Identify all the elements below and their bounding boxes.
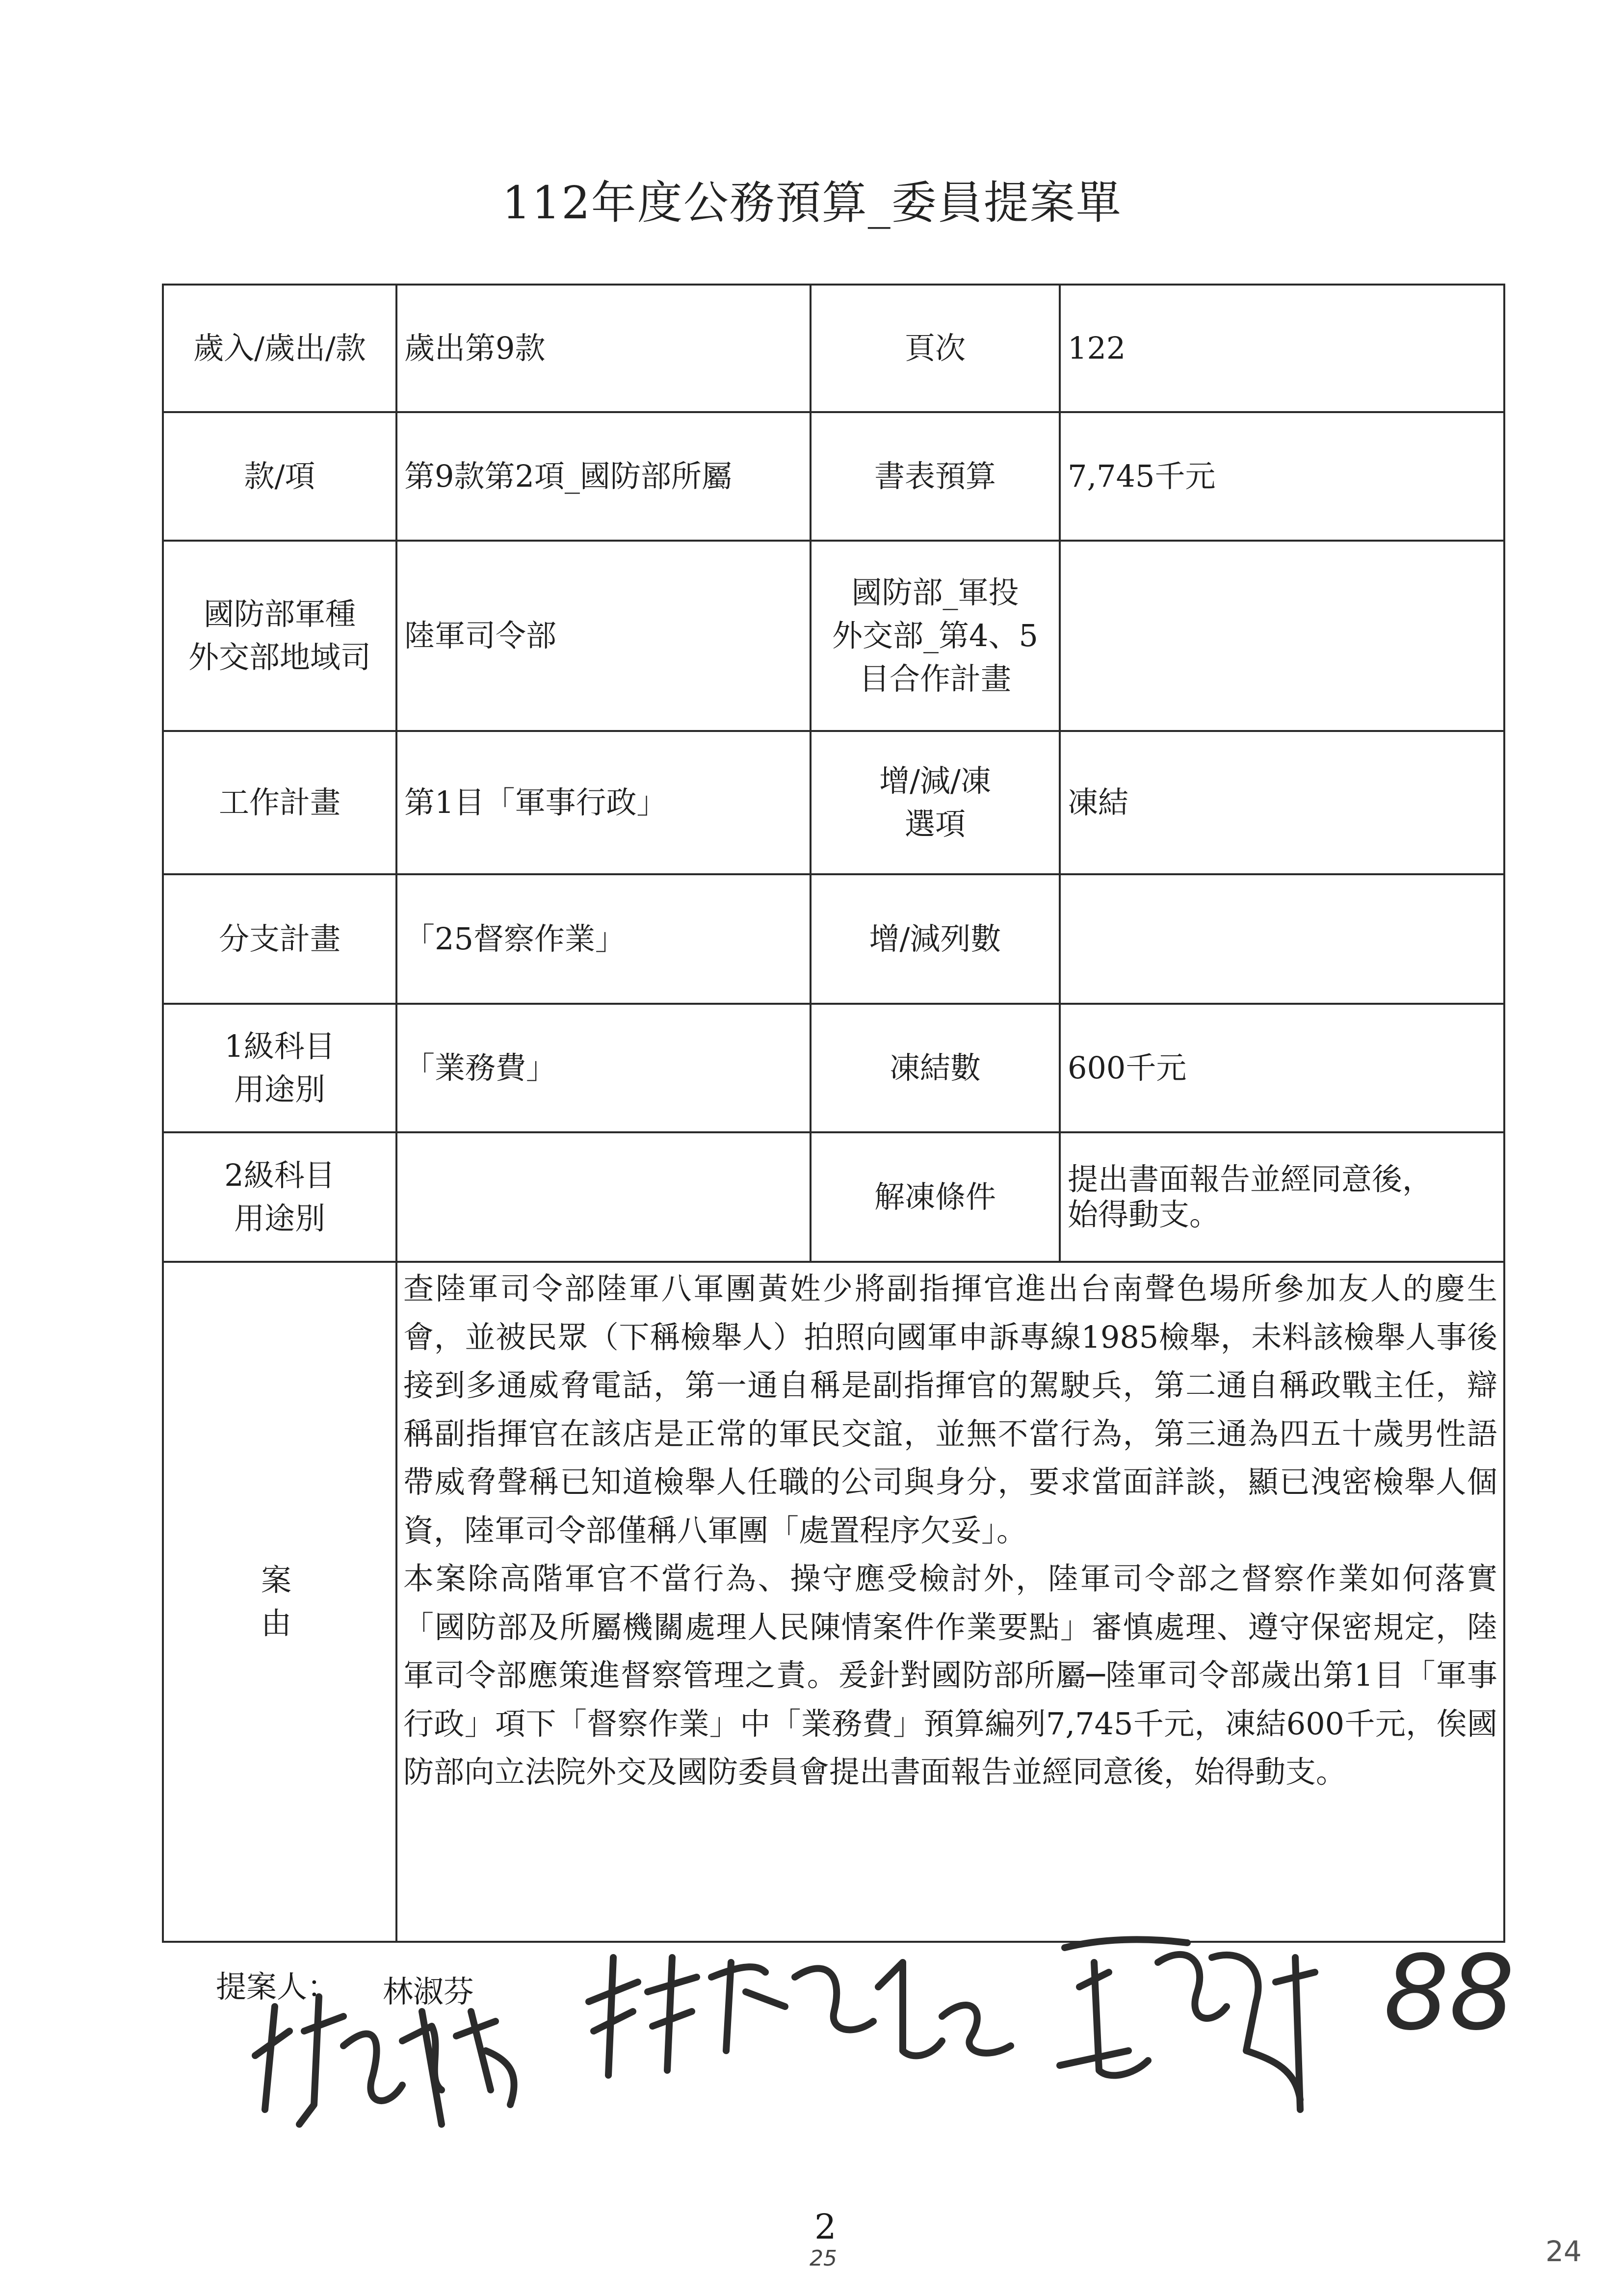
label-branch-plan: 分支計畫 xyxy=(163,874,396,1004)
label-work-plan: 工作計畫 xyxy=(163,731,396,874)
label-case-reason: 案由 xyxy=(163,1262,396,1942)
case-paragraph-1: 查陸軍司令部陸軍八軍團黃姓少將副指揮官進出台南聲色場所參加友人的慶生會，並被民眾（下稱檢舉人）拍照向國軍申訴專線1985檢舉，未料該檢舉人事後接到多通威脅電話，第一通自稱是副指揮官的駕駛兵，第二通自稱政戰主任，辯稱副指揮官在該店是正常的軍民交誼，並無不當行為，第三通為四五十歲男性語帶威脅聲稱已知道檢舉人任職的公司與身分，要求當面詳談，顯已洩密檢舉人個資，陸軍司令部僅稱八軍團「處置程序欠妥」。 xyxy=(403,1271,1497,1548)
page-title: 112年度公務預算_委員提案單 xyxy=(502,177,1122,229)
label-level2-subject: 2級科目 用途別 xyxy=(163,1132,396,1262)
value-frozen-amount: 600千元 xyxy=(1060,1004,1504,1132)
value-section-item: 第9款第2項_國防部所屬 xyxy=(396,412,811,541)
value-revenue-expense: 歲出第9款 xyxy=(396,285,811,412)
label-book-budget: 書表預算 xyxy=(811,412,1060,541)
value-action-option: 凍結 xyxy=(1060,731,1504,874)
label-unfreeze-condition: 解凍條件 xyxy=(811,1132,1060,1262)
label-change-amount: 增/減列數 xyxy=(811,874,1060,1004)
handwritten-number-24: 24 xyxy=(1545,2235,1582,2268)
value-level1-subject: 「業務費」 xyxy=(396,1004,811,1132)
page-number: 2 xyxy=(814,2207,837,2247)
value-book-budget: 7,745千元 xyxy=(1060,412,1504,541)
value-service-department: 陸軍司令部 xyxy=(396,541,811,731)
value-page-no: 122 xyxy=(1060,285,1504,412)
label-level1-subject: 1級科目 用途別 xyxy=(163,1004,396,1132)
proposer-name: 林淑芬 xyxy=(383,1974,474,2009)
label-revenue-expense: 歲入/歲出/款 xyxy=(163,285,396,412)
signature-lin-shu-fen xyxy=(255,1997,514,2124)
value-branch-plan: 「25督察作業」 xyxy=(396,874,811,1004)
label-frozen-amount: 凍結數 xyxy=(811,1004,1060,1132)
proposer-label: 提案人： xyxy=(216,1969,338,2005)
label-service-department: 國防部軍種 外交部地域司 xyxy=(163,541,396,731)
label-section-item: 款/項 xyxy=(163,412,396,541)
label-action-option: 增/減/凍 選項 xyxy=(811,731,1060,874)
value-unfreeze-condition: 提出書面報告並經同意後， 始得動支。 xyxy=(1060,1132,1504,1262)
signature-wang-wan-yu xyxy=(1060,1939,1315,2110)
value-work-plan: 第1目「軍事行政」 xyxy=(396,731,811,874)
handwritten-number-25: 25 xyxy=(810,2246,837,2271)
handwritten-number-88: 88 xyxy=(1384,1933,1515,2053)
signature-lin-chang-tso xyxy=(589,1957,1011,2075)
label-cooperation-plan: 國防部_軍投 外交部_第4、5 目合作計畫 xyxy=(811,541,1060,731)
label-page-no: 頁次 xyxy=(811,285,1060,412)
case-paragraph-2: 本案除高階軍官不當行為、操守應受檢討外，陸軍司令部之督察作業如何落實「國防部及所屬機關處理人民陳情案件作業要點」審慎處理、遵守保密規定，陸軍司令部應策進督察管理之責。爰針對國防部所屬─陸軍司令部歲出第1目「軍事行政」項下「督察作業」中「業務費」預算編列7,745千元，凍結600千元，俟國防部向立法院外交及國防委員會提出書面報告並經同意後，始得動支。 xyxy=(403,1561,1497,1790)
